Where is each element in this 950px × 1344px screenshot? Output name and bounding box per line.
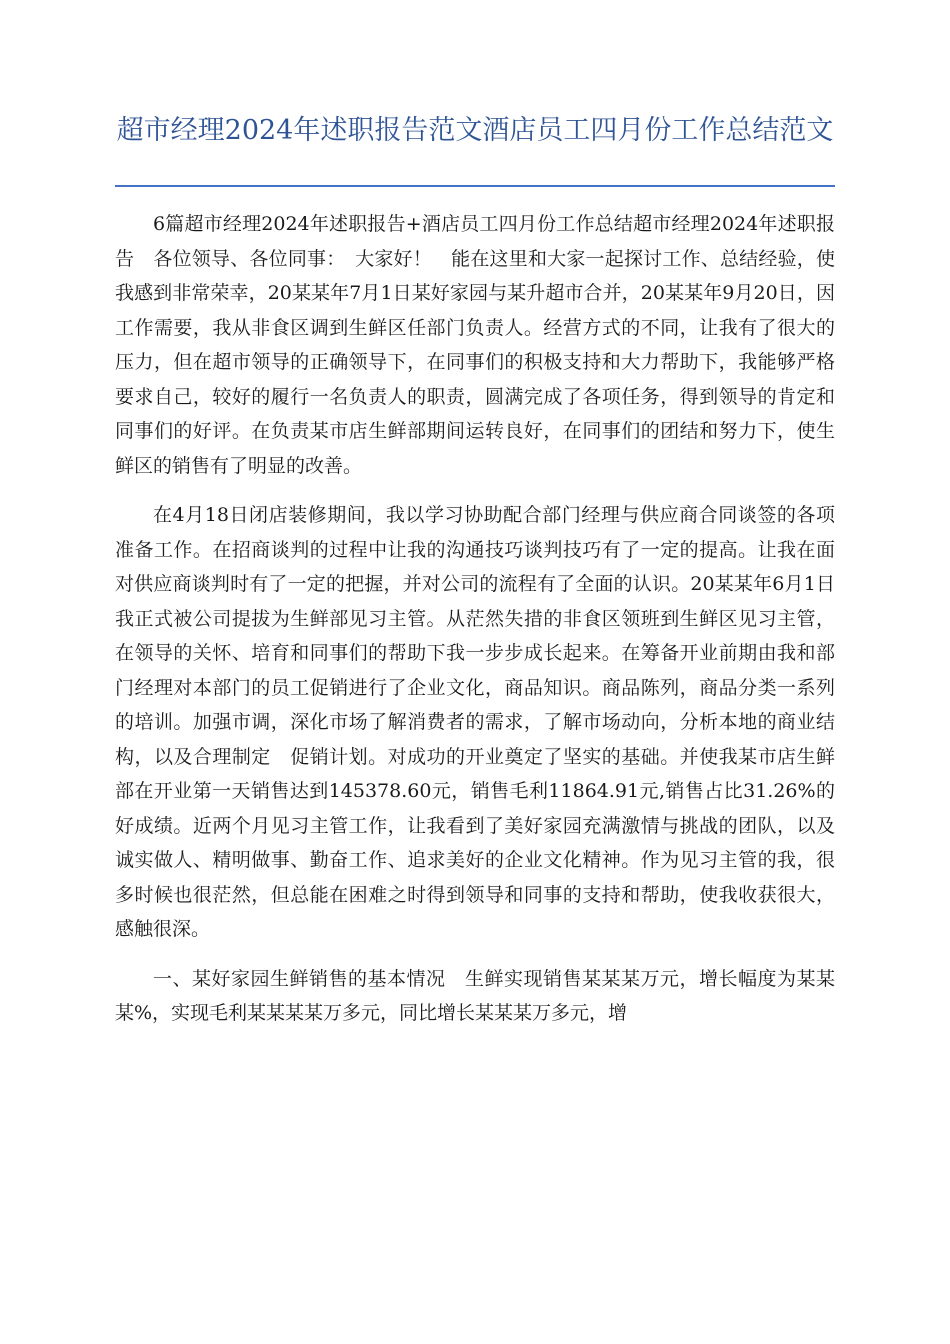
paragraph-2: 在4月18日闭店装修期间，我以学习协助配合部门经理与供应商合同谈签的各项准备工作。在招商谈判的过程中让我的沟通技巧谈判技巧有了一定的提高。让我在面对供应商谈判时有了一定的把握，并对公司的流程有了全面的认识。20某某年6月1日我正式被公司提拔为生鲜部见习主管。从茫然失措的非食区领班到生鲜区见习主管，在领导的关怀、培育和同事们的帮助下我一步步成长起来。在筹备开业前期由我和部门经理对本部门的员工促销进行了企业文化，商品知识。商品陈列，商品分类一系列的培训。加强市调，深化市场了解消费者的需求，了解市场动向，分析本地的商业结构，以及合理制定 促销计划。对成功的开业奠定了坚实的基础。并使我某市店生鲜部在开业第一天销售达到145378.60元，销售毛利11864.91元,销售占比31.26%的好成绩。近两个月见习主管工作，让我看到了美好家园充满激情与挑战的团队，以及诚实做人、精明做事、勤奋工作、追求美好的企业文化精神。作为见习主管的我，很多时候也很茫然，但总能在困难之时得到领导和同事的支持和帮助，使我收获很大，感触很深。 [115,504,835,940]
document-title: 超市经理2024年述职报告范文酒店员工四月份工作总结范文 [116,115,834,146]
paragraph-1: 6篇超市经理2024年述职报告+酒店员工四月份工作总结超市经理2024年述职报告 各位领导、各位同事： 大家好！ 能在这里和大家一起探讨工作、总结经验，使我感到非常荣幸，20某某年7月1日某好家园与某升超市合并，20某某年9月20日，因工作需要，我从非食区调到生鲜区任部门负责人。经营方式的不同，让我有了很大的压力，但在超市领导的正确领导下，在同事们的积极支持和大力帮助下，我能够严格要求自己，较好的履行一名负责人的职责，圆满完成了各项任务，得到领导的肯定和同事们的好评。在负责某市店生鲜部期间运转良好，在同事们的团结和努力下，使生鲜区的销售有了明显的改善。 [115,213,835,477]
paragraph-3: 一、某好家园生鲜销售的基本情况 生鲜实现销售某某某万元，增长幅度为某某某%，实现毛利某某某某万多元，同比增长某某某万多元，增 [115,967,835,1024]
title-underline [115,185,835,187]
document-body [115,207,835,1046]
